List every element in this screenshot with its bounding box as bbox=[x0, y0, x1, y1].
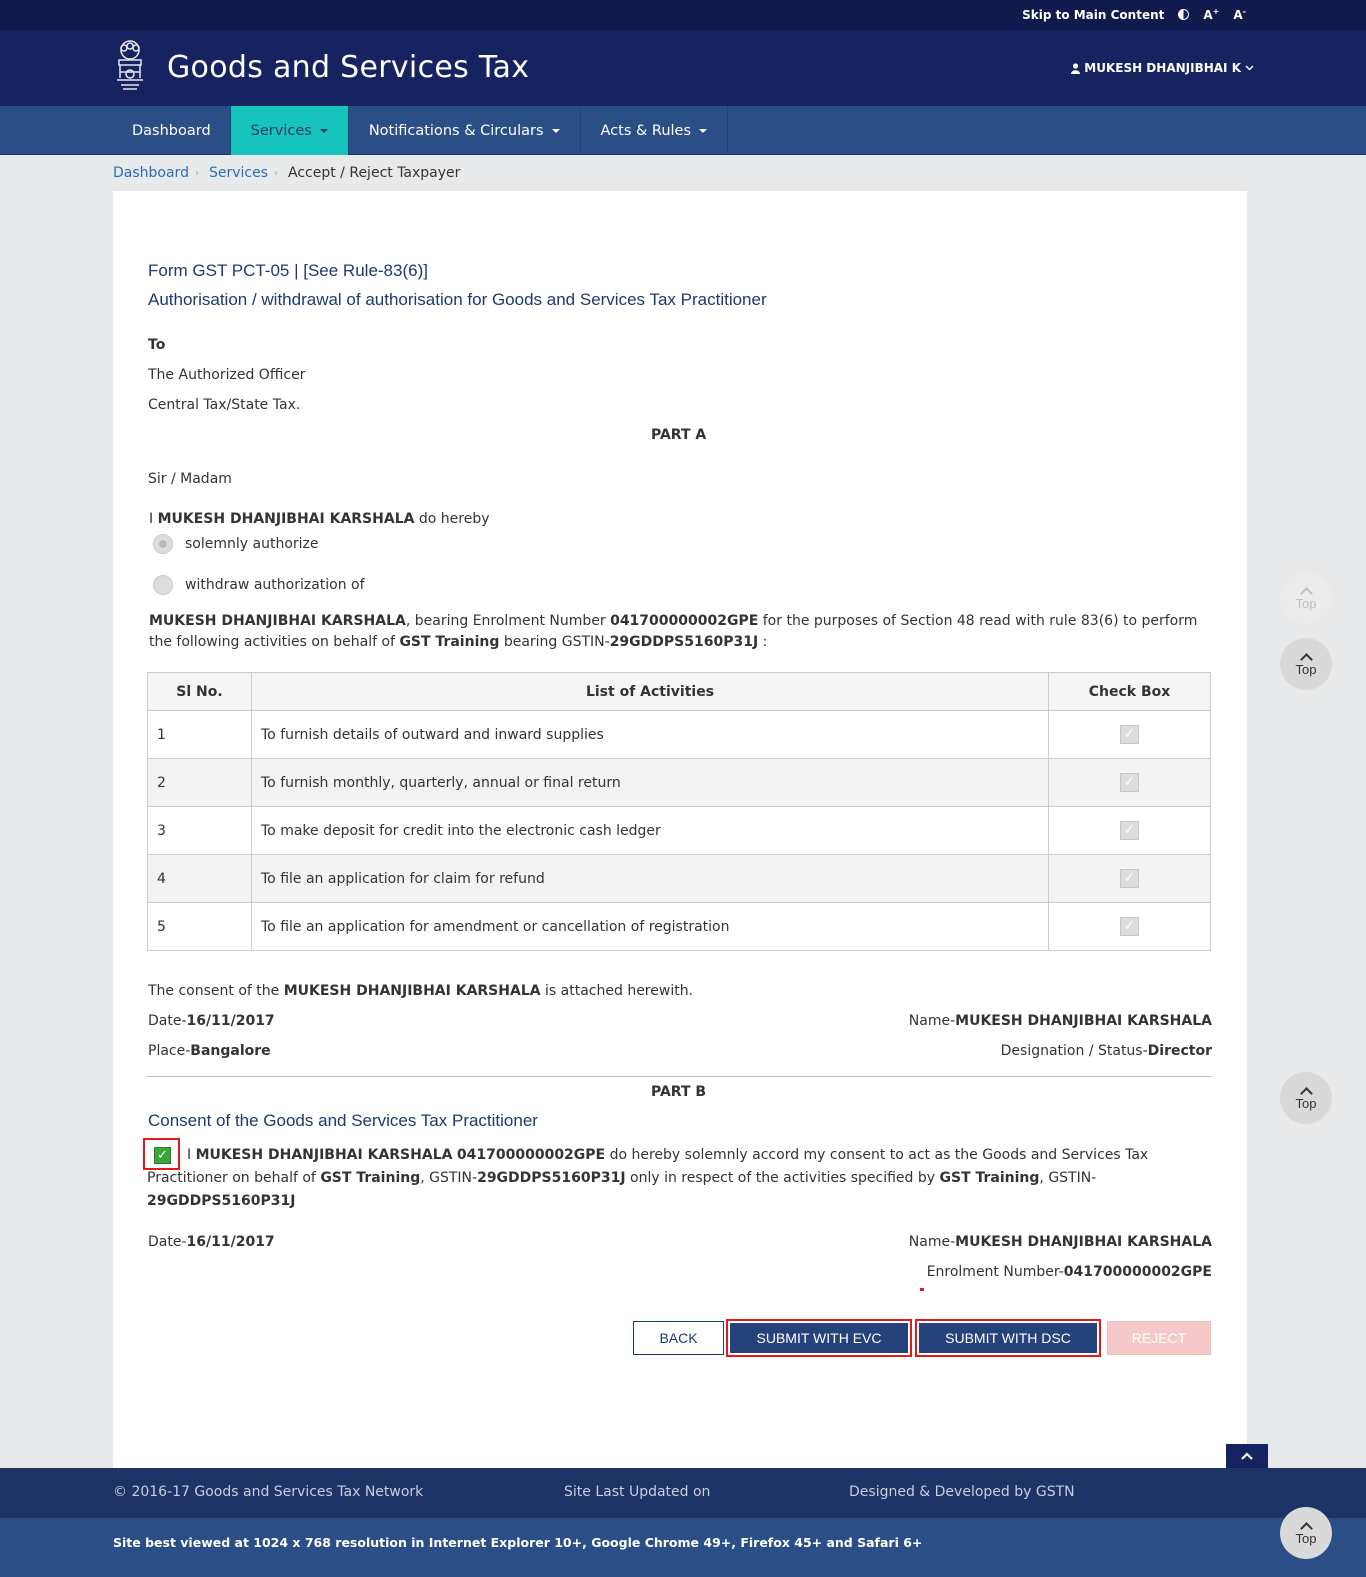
scroll-to-top-tab[interactable] bbox=[1226, 1444, 1268, 1468]
form-subtitle: Authorisation / withdrawal of authorisation for Goods and Services Tax Practitioner bbox=[148, 290, 767, 309]
top-button-faded[interactable] bbox=[1280, 572, 1332, 624]
para-text-b: for the purposes of Section 48 read with rule 83(6) to perform bbox=[762, 613, 1198, 629]
submit-with-evc-highlight[interactable] bbox=[726, 1319, 912, 1357]
row-checkbox-cell bbox=[1049, 855, 1211, 903]
consent-paragraph bbox=[147, 1144, 1211, 1213]
checkbox-disabled-checked: ✓ bbox=[1120, 725, 1139, 744]
submit-with-dsc-highlight[interactable] bbox=[915, 1319, 1101, 1357]
consent-gstin: 29GDDPS5160P31J bbox=[477, 1170, 626, 1186]
row-sl-no: 5 bbox=[148, 903, 252, 951]
row-checkbox-cell bbox=[1049, 807, 1211, 855]
nav-notifications-label: Notifications & Circulars bbox=[368, 122, 544, 139]
section-divider bbox=[147, 1076, 1211, 1077]
main-navigation bbox=[0, 106, 1366, 155]
checkbox-disabled-checked: ✓ bbox=[1120, 773, 1139, 792]
tax-text: Central Tax/State Tax. bbox=[148, 397, 301, 413]
breadcrumb bbox=[113, 165, 460, 181]
part-b-title: Consent of the Goods and Services Tax Practitioner bbox=[148, 1111, 538, 1130]
date-label: Date- bbox=[148, 1234, 187, 1250]
font-decrease-button[interactable]: A- bbox=[1233, 7, 1246, 22]
site-title: Goods and Services Tax bbox=[167, 50, 530, 85]
part-b-date bbox=[148, 1234, 275, 1250]
radio-withdraw-label: withdraw authorization of bbox=[185, 577, 365, 593]
breadcrumb-current: Accept / Reject Taxpayer bbox=[288, 165, 461, 181]
row-activity: To make deposit for credit into the electronic cash ledger bbox=[252, 807, 1049, 855]
enrolment-label: Enrolment Number- bbox=[926, 1264, 1064, 1280]
top-label: Top bbox=[1295, 1531, 1317, 1546]
date-value: 16/11/2017 bbox=[186, 1234, 275, 1250]
part-a-heading: PART A bbox=[651, 427, 707, 443]
row-activity: To file an application for claim for refund bbox=[252, 855, 1049, 903]
consent-i: I bbox=[187, 1147, 192, 1163]
form-title: Form GST PCT-05 | [See Rule-83(6)] bbox=[148, 261, 428, 280]
consent-suffix: is attached herewith. bbox=[545, 983, 694, 999]
caret-down-icon bbox=[320, 129, 328, 133]
place-label: Place- bbox=[148, 1043, 191, 1059]
enrolment-number: 041700000002GPE bbox=[610, 613, 759, 629]
top-label: Top bbox=[1295, 662, 1317, 677]
footer-copyright: © 2016-17 Goods and Services Tax Network bbox=[113, 1484, 424, 1500]
authorization-paragraph bbox=[149, 611, 1219, 653]
consent-text-2b: , GSTIN- bbox=[1039, 1170, 1097, 1186]
radio-authorize-control[interactable] bbox=[153, 534, 173, 554]
top-label: Top bbox=[1295, 1096, 1317, 1111]
place-value: Bangalore bbox=[190, 1043, 271, 1059]
caret-down-icon bbox=[699, 129, 707, 133]
nav-acts-rules[interactable] bbox=[581, 106, 729, 155]
submit-with-evc-button[interactable]: SUBMIT WITH EVC bbox=[730, 1323, 908, 1353]
back-button[interactable]: BACK bbox=[633, 1321, 724, 1355]
consent-name: MUKESH DHANJIBHAI KARSHALA bbox=[283, 983, 541, 999]
top-button[interactable] bbox=[1280, 1507, 1332, 1559]
row-checkbox-cell bbox=[1049, 759, 1211, 807]
user-menu[interactable] bbox=[1071, 61, 1254, 75]
salutation-text: Sir / Madam bbox=[148, 471, 232, 487]
table-header-row bbox=[148, 673, 1211, 711]
chevron-up-icon bbox=[1240, 1451, 1254, 1461]
officer-text: The Authorized Officer bbox=[148, 367, 306, 383]
consent-practitioner-name: MUKESH DHANJIBHAI KARSHALA bbox=[195, 1147, 453, 1163]
font-increase-button[interactable]: A+ bbox=[1203, 7, 1220, 22]
checkbox-disabled-checked: ✓ bbox=[1120, 917, 1139, 936]
form-panel bbox=[113, 191, 1247, 1468]
declaration-suffix: do hereby bbox=[418, 511, 490, 527]
reject-button[interactable]: REJECT bbox=[1107, 1321, 1211, 1355]
user-icon bbox=[1071, 63, 1080, 74]
radio-withdraw-control[interactable] bbox=[153, 575, 173, 595]
row-activity: To file an application for amendment or cancellation of registration bbox=[252, 903, 1049, 951]
declaration-line bbox=[149, 511, 490, 527]
table-row bbox=[148, 711, 1211, 759]
breadcrumb-separator-icon: › bbox=[194, 167, 199, 179]
top-utility-bar bbox=[0, 0, 1366, 30]
breadcrumb-separator-icon: › bbox=[274, 167, 279, 179]
skip-to-main-content-link[interactable]: Skip to Main Content bbox=[1022, 7, 1165, 22]
enrolment-value: 041700000002GPE bbox=[1063, 1264, 1212, 1280]
consent-prefix: The consent of the bbox=[148, 983, 280, 999]
table-row bbox=[148, 807, 1211, 855]
activities-table bbox=[147, 672, 1211, 951]
submit-with-dsc-button[interactable]: SUBMIT WITH DSC bbox=[919, 1323, 1097, 1353]
contrast-icon[interactable] bbox=[1178, 9, 1189, 20]
date-label: Date- bbox=[148, 1013, 187, 1029]
nav-acts-rules-label: Acts & Rules bbox=[600, 122, 692, 139]
breadcrumb-dashboard-link[interactable]: Dashboard bbox=[113, 165, 189, 181]
part-a-name bbox=[909, 1013, 1212, 1029]
name-value: MUKESH DHANJIBHAI KARSHALA bbox=[955, 1234, 1212, 1250]
table-row bbox=[148, 903, 1211, 951]
nav-services-label: Services bbox=[250, 122, 312, 139]
checkbox-disabled-checked: ✓ bbox=[1120, 869, 1139, 888]
designation-value: Director bbox=[1147, 1043, 1212, 1059]
nav-dashboard-label: Dashboard bbox=[132, 122, 211, 139]
row-checkbox-cell bbox=[1049, 711, 1211, 759]
part-b-enrolment bbox=[927, 1264, 1212, 1280]
caret-down-icon bbox=[552, 129, 560, 133]
header-sl-no: Sl No. bbox=[148, 673, 252, 711]
row-sl-no: 3 bbox=[148, 807, 252, 855]
footer-last-updated: Site Last Updated on bbox=[564, 1484, 711, 1500]
radio-withdraw[interactable] bbox=[153, 575, 365, 595]
authorizer-name: MUKESH DHANJIBHAI KARSHALA bbox=[157, 511, 415, 527]
para-text-d: bearing GSTIN- bbox=[503, 634, 610, 650]
footer-browser-bar bbox=[0, 1518, 1366, 1577]
part-b-heading: PART B bbox=[651, 1084, 707, 1100]
site-header bbox=[0, 30, 1366, 106]
user-name: MUKESH DHANJIBHAI K bbox=[1084, 61, 1241, 75]
gstin-value: 29GDDPS5160P31J bbox=[609, 634, 759, 650]
nav-dashboard[interactable] bbox=[113, 106, 231, 155]
consent-taxpayer-2: GST Training bbox=[939, 1170, 1040, 1186]
red-marker bbox=[920, 1288, 924, 1291]
name-label: Name- bbox=[908, 1234, 956, 1250]
row-sl-no: 1 bbox=[148, 711, 252, 759]
header-activities: List of Activities bbox=[252, 673, 1049, 711]
footer-browser-note: Site best viewed at 1024 x 768 resolution in Internet Explorer 10+, Google Chrome 49+, Firefox 45+ and Safari 6+ bbox=[113, 1535, 923, 1550]
top-label: Top bbox=[1295, 596, 1317, 611]
consent-text-2: , GSTIN- bbox=[420, 1170, 478, 1186]
designation-label: Designation / Status- bbox=[1000, 1043, 1148, 1059]
consent-gstin-2: 29GDDPS5160P31J bbox=[147, 1193, 296, 1209]
footer-info-bar bbox=[0, 1468, 1366, 1518]
consent-text-3: only in respect of the activities specified by bbox=[630, 1170, 936, 1186]
para-text-c: the following activities on behalf of bbox=[149, 634, 395, 650]
para-text-e: : bbox=[762, 634, 768, 650]
declaration-prefix: I bbox=[149, 511, 154, 527]
name-label: Name- bbox=[908, 1013, 956, 1029]
consent-text-1: do hereby solemnly accord my consent to act as the Goods and Services Tax Practitioner on behalf of bbox=[147, 1147, 1149, 1186]
top-button[interactable] bbox=[1280, 1072, 1332, 1124]
practitioner-name: MUKESH DHANJIBHAI KARSHALA bbox=[149, 613, 406, 629]
breadcrumb-services-link[interactable]: Services bbox=[208, 165, 269, 181]
part-b-name bbox=[909, 1234, 1212, 1250]
consent-taxpayer: GST Training bbox=[320, 1170, 421, 1186]
row-sl-no: 2 bbox=[148, 759, 252, 807]
consent-enrolment: 041700000002GPE bbox=[456, 1147, 606, 1163]
table-row bbox=[148, 759, 1211, 807]
header-check-box: Check Box bbox=[1049, 673, 1211, 711]
row-checkbox-cell bbox=[1049, 903, 1211, 951]
radio-authorize[interactable] bbox=[153, 534, 319, 554]
row-sl-no: 4 bbox=[148, 855, 252, 903]
to-label: To bbox=[148, 337, 166, 353]
nav-services[interactable] bbox=[231, 106, 349, 155]
chevron-down-icon bbox=[1245, 65, 1254, 71]
checkbox-disabled-checked: ✓ bbox=[1120, 821, 1139, 840]
table-row bbox=[148, 855, 1211, 903]
part-a-place bbox=[148, 1043, 271, 1059]
part-a-date bbox=[148, 1013, 275, 1029]
footer-designed-by: Designed & Developed by GSTN bbox=[849, 1484, 1075, 1500]
radio-authorize-label: solemnly authorize bbox=[185, 536, 319, 552]
date-value: 16/11/2017 bbox=[186, 1013, 275, 1029]
consent-checkbox[interactable]: ✓ bbox=[154, 1147, 171, 1164]
consent-attached-line bbox=[148, 983, 693, 999]
part-a-designation bbox=[1001, 1043, 1212, 1059]
emblem-logo-icon bbox=[111, 38, 149, 94]
row-activity: To furnish monthly, quarterly, annual or final return bbox=[252, 759, 1049, 807]
top-button[interactable] bbox=[1280, 638, 1332, 690]
nav-notifications-circulars[interactable] bbox=[349, 106, 581, 155]
taxpayer-name: GST Training bbox=[399, 634, 500, 650]
para-text-a: , bearing Enrolment Number bbox=[405, 613, 606, 629]
row-activity: To furnish details of outward and inward supplies bbox=[252, 711, 1049, 759]
name-value: MUKESH DHANJIBHAI KARSHALA bbox=[955, 1013, 1212, 1029]
